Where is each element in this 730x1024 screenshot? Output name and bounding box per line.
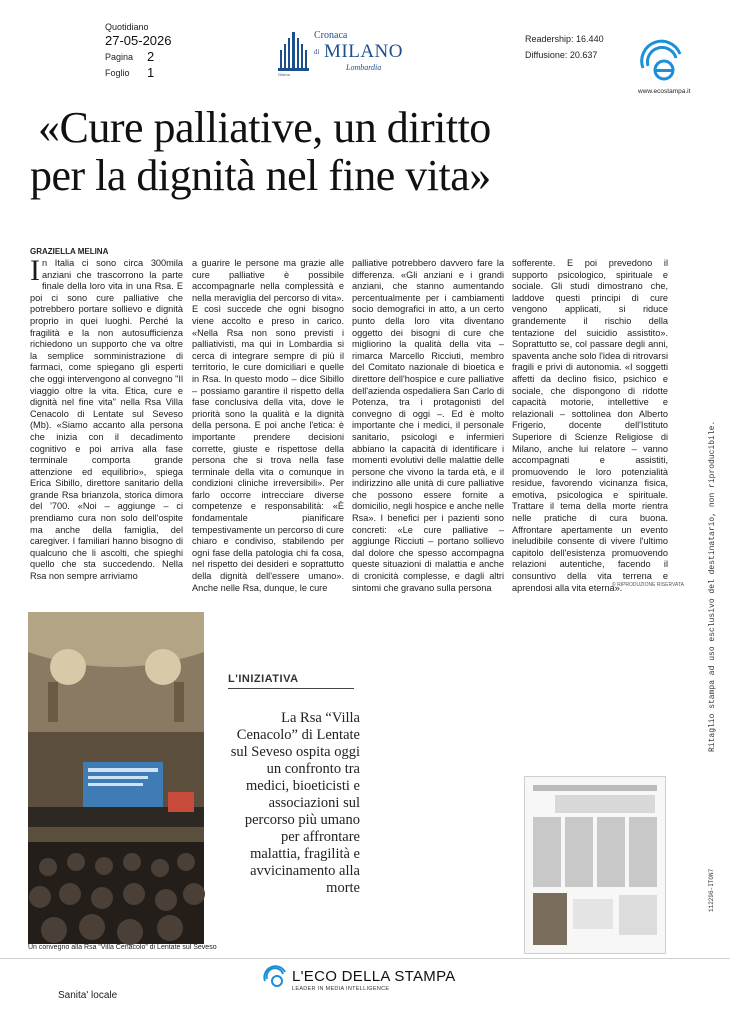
readership: [525, 34, 604, 44]
column-2-text: a guarire le persone ma grazie alle cure palliative è possibile accompagnarle nella complessità e nella meraviglia del percorso di vita». E così succede che ogni bisogno viene accolto e preso in carico. «Nella Rsa non sono previsti i palliativisti, ma qui in Lombardia si cerca di integrare sempre di più il territorio, le cure domiciliari e quelle in Rsa. In questo modo – dice Sibillo – possiamo garantire il rispetto della fase conclusiva della vita, dove le priorità sono la qualità e la dignità della persona. E poi anche l'etica: è importante prendere decisioni corrette, giuste e rispettose della persona che si trova nella fase terminale della vita o comunque in condizioni cliniche irreversibili». Per farlo occorre intrecciare diverse competenze e responsabilità: «È fondamentale pianificare tempestivamente un percorso di cure chiaro e condiviso, stabilendo per ogni fase della patologia chi fa cosa, nel rispetto dei desideri e soprattutto della dignità dell'essere umano». Anche nelle Rsa, dunque, le cure: [192, 258, 344, 593]
section-divider: [228, 688, 354, 689]
sheet-number: 1: [147, 65, 155, 80]
readership-label: Readership:: [525, 34, 574, 44]
circulation-value: 20.637: [569, 50, 598, 60]
conference-photo-image: [28, 612, 204, 944]
eco-stampa-logo-icon: [640, 36, 684, 88]
reproduction-notice: Ritaglio stampa ad uso esclusivo del destinatario, non riproducibile.: [708, 420, 717, 752]
eco-footer-logo-icon: [264, 964, 288, 990]
initiative-text: La Rsa “Villa Cenacolo” di Lentate sul Seveso ospita oggi un confronto tra medici, bioeticisti e associazioni sul percorso più umano per affrontare malattia, fragilità e avvicinamento alla morte: [230, 710, 360, 896]
masthead-title: MILANO: [324, 41, 403, 62]
column-4-text: sofferente. E poi prevedono il supporto psicologico, spirituale e sociale. Gli studi dimostrano che, laddove questi principi di cure vengono applicati, si riduce grandemente il rischio della tentazione del suicidio assistito». Soprattutto se, col passare degli anni, spaventa anche solo l'idea di ritrovarsi fragili e privi di autonomia. «I soggetti affetti da declino fisico, psichico e sociale, che dispongono di ridotte capacità motorie, intellettive e relazionali – sottolinea don Alberto Frigerio, docente dell'Istituto Superiore di Scienze Religiose di Milano, anche lui relatore – vanno accompagnati e assistiti, promuovendo le loro potenzialità residue, favorendo vicinanza fisica, emotiva, psicologica e spirituale. Trattare il tema della morte rientra nelle pratiche di cura buona. Affrontare apertamente un evento ineludibile consente di vivere l'ultimo capitolo dell'esistenza promuovendo relazioni autentiche, facendo il consuntivo della vita terrena e aprendosi alla vita eterna».: [512, 258, 668, 593]
column-3-text: palliative potrebbero davvero fare la differenza. «Gli anziani e i grandi anziani, che stanno aumentando percentualmente per i cambiamenti socio demografici in atto, a un certo punto della loro vita diventano oggetto dei bisogni di cure che migliorino la qualità della vita – rimarca Marcello Ricciuti, membro del Comitato nazionale di bioetica e direttore dell'hospice e cure palliative dell'azienda ospedaliera San Carlo di Potenza, tra i protagonisti del convegno di oggi –. Ed è molto importante che i medici, il personale sanitario, psicologi e infermieri abbiano la capacità di identificare i momenti evolutivi delle malattie delle persone che vivono la tarda età, e il indirizzino alle unità di cure palliative che possono essere fornite a domicilio, negli hospice e anche nelle Rsa». I benefici per i pazienti sono concreti: «Le cure palliative – aggiunge Ricciuti – portano sollievo dal dolore che spesso accompagna queste situazioni di malattia e anche di cronicità complesse, e dagli altri sintomi che gravano sulla persona: [352, 258, 504, 593]
section-label: L'INIZIATIVA: [228, 673, 299, 685]
page-number: 2: [147, 49, 155, 64]
photo-caption: Un convegno alla Rsa “Villa Cenacolo” di Lentate sul Seveso: [28, 944, 217, 951]
masthead-sub: Lombardia: [346, 63, 382, 72]
circulation-label: Diffusione:: [525, 50, 568, 60]
page-label: Pagina: [105, 52, 134, 62]
article-column-3: [352, 258, 504, 593]
article-column-2: [192, 258, 344, 593]
masthead-di: di: [314, 48, 320, 56]
thumbnail-image: [525, 777, 665, 953]
headline-line-2: per la dignità nel fine vita»: [30, 151, 491, 200]
page-thumbnail: [524, 776, 666, 954]
website-url[interactable]: www.ecostampa.it: [638, 88, 691, 95]
section-category: Sanita' locale: [58, 990, 118, 1001]
article-photo: [28, 612, 204, 944]
paper-type: Quotidiano: [105, 22, 149, 32]
article-headline: [30, 104, 720, 200]
masthead-top: Cronaca: [314, 30, 348, 41]
column-1-text: n Italia ci sono circa 300mila anziani che trascorrono la parte finale della loro vita in una Rsa. E poi ci sono cure palliative che potrebbero portare sollievo e dignità proprio in quei luoghi. Perché la fragilità e la non autosufficienza richiedono un supporto che va oltre la semplice somministrazione di farmaci, come spiegano gli esperti che oggi intervengono al convegno "Il viaggio oltre la vita. Etica, cure e dignità nel fine vita" nella Rsa Villa Cenacolo di Lentate sul Seveso (Mb). «Siamo accanto alla persona che inizia con il decadimento cognitivo e poi arriva alla fase terminale comporta grande attenzione ed equilibrio», spiega Erica Sibillo, direttore sanitario della grande Rsa brianzola, storica dimora del '700. «Noi – aggiunge – ci prendiamo cura non solo dell'ospite ma anche della famiglia, del caregiver. I familiari hanno bisogno di qualcuno che li ascolti, che spieghi quello che sta succedendo. Nella Rsa non sempre arriviamo: [30, 258, 183, 582]
sheet-label: Foglio: [105, 68, 130, 78]
dropcap: I: [30, 254, 40, 287]
byline: GRAZIELLA MELINA: [30, 247, 109, 256]
footer-brand: L'ECO DELLA STAMPA: [292, 968, 456, 985]
copyright-notice: © RIPRODUZIONE RISERVATA: [612, 582, 684, 588]
article-column-1: [30, 254, 183, 588]
svg-text:Giorno: Giorno: [278, 72, 291, 77]
document-code: 112296-ITON7: [708, 868, 715, 912]
circulation: [525, 50, 597, 60]
footer-divider: [0, 958, 730, 959]
issue-date: 27-05-2026: [105, 33, 172, 48]
headline-line-1: «Cure palliative, un diritto: [38, 103, 491, 152]
cathedral-icon: [276, 30, 312, 76]
readership-value: 16.440: [576, 34, 604, 44]
footer-tagline: LEADER IN MEDIA INTELLIGENCE: [292, 986, 390, 992]
masthead-logo: [268, 28, 428, 78]
